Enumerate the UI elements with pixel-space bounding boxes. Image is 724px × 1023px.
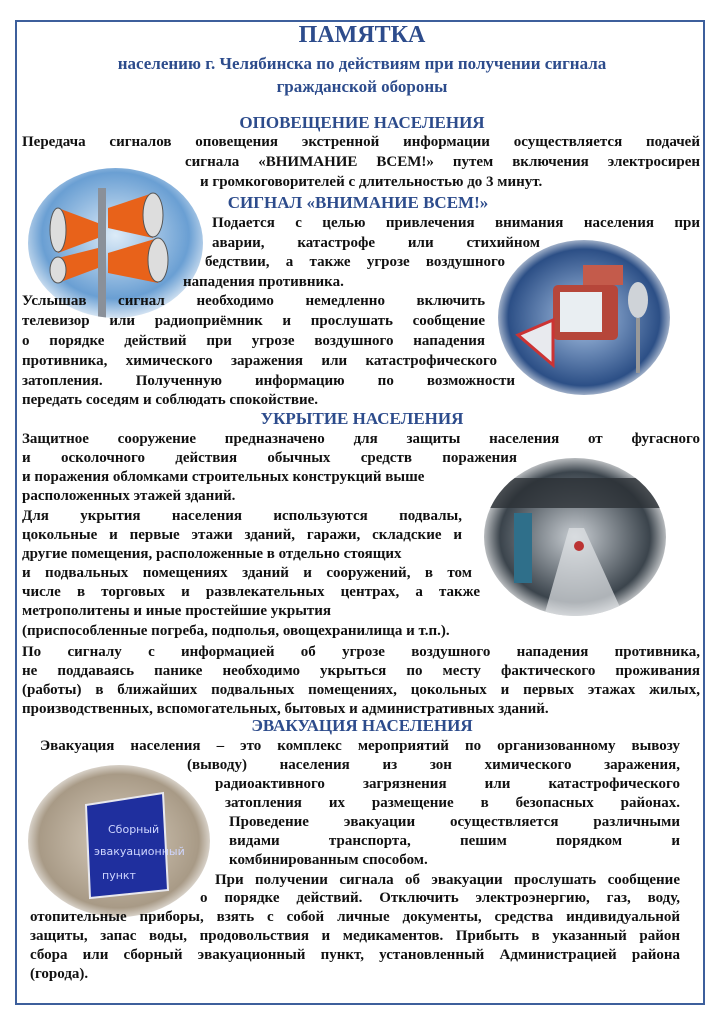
- section-heading-notification: ОПОВЕЩЕНИЕ НАСЕЛЕНИЯ: [239, 113, 485, 132]
- text-line: и поражения обломками строительных конструкций выше: [22, 469, 425, 485]
- text-line: цокольные и первые этажи зданий, гаражи, складские и: [22, 527, 462, 543]
- text-line: (города).: [30, 966, 89, 982]
- section-heading-signal: СИГНАЛ «ВНИМАНИЕ ВСЕМ!»: [227, 193, 489, 212]
- text-line: числе в торговых и развлекательных центрах, а также: [22, 584, 480, 600]
- text-line: При получении сигнала об эвакуации прослушать сообщение: [215, 872, 680, 888]
- text-line: передать соседям и соблюдать спокойствие.: [22, 392, 318, 408]
- text-line: аварии, катастрофе или стихийном: [212, 235, 540, 251]
- text-line: видами транспорта, пешим порядком и: [229, 833, 680, 849]
- text-line: сбора или сборный эвакуационный пункт, установленный Администрацией района: [30, 947, 680, 963]
- section-heading-evacuation: ЭВАКУАЦИЯ НАСЕЛЕНИЯ: [251, 716, 473, 735]
- text-line: затопления. Полученную информацию по возможности: [22, 373, 515, 389]
- sign-text: эвакуационный: [94, 845, 185, 858]
- text-line: другие помещения, расположенные в отдельно стоящих: [22, 546, 402, 562]
- text-line: Эвакуация населения – это комплекс мероприятий по организованному вывозу: [40, 738, 680, 754]
- text-line: и подвальных помещениях зданий и сооружений, в том: [22, 565, 472, 581]
- text-line: и громкоговорителей с длительностью до 3 минут.: [200, 174, 543, 190]
- text-line: телевизор или радиоприёмник и прослушать сообщение: [22, 313, 485, 329]
- text-line: Проведение эвакуации осуществляется различными: [229, 814, 680, 830]
- text-line: производственных, вспомогательных, бытовых и административных зданий.: [22, 701, 549, 717]
- section-heading-shelter: УКРЫТИЕ НАСЕЛЕНИЯ: [260, 409, 464, 428]
- text-line: сигнала «ВНИМАНИЕ ВСЕМ!» путем включения электросирен: [185, 154, 700, 170]
- text-line: Передача сигналов оповещения экстренной информации осуществляется подачей: [22, 134, 700, 150]
- text-line: бедствии, а также угрозе воздушного: [205, 254, 505, 270]
- text-line: защиты, запас воды, продовольствия и медикаментов. Прибыть в указанный район: [30, 928, 680, 944]
- text-line: затопления их размещение в безопасных районах.: [225, 795, 680, 811]
- text-line: метрополитены и иные простейшие укрытия: [22, 603, 332, 619]
- text-line: и осколочного действия обычных средств поражения: [22, 450, 517, 466]
- text-line: (работы) в ближайших подвальных помещениях, цокольных и первых этажах жилых,: [22, 682, 700, 698]
- text-line: Услышав сигнал необходимо немедленно включить: [22, 293, 485, 309]
- underground-parking-image: [484, 458, 666, 616]
- text-line: расположенных этажей зданий.: [22, 488, 236, 504]
- text-line: (приспособленные погреба, подполья, овощехранилища и т.п.).: [22, 623, 450, 639]
- sign-text: Сборный: [108, 823, 160, 836]
- text-line: отопительные приборы, взять с собой личные документы, средства индивидуальной: [30, 909, 680, 925]
- tv-radio-megaphone-image: [498, 240, 670, 395]
- text-line: не поддаваясь панике необходимо укрыться по месту фактического проживания: [22, 663, 700, 679]
- text-line: Подается с целью привлечения внимания населения при: [212, 215, 700, 231]
- text-line: противника, химического заражения или катастрофического: [22, 353, 497, 369]
- page-subtitle-line: гражданской обороны: [276, 77, 448, 96]
- text-line: радиоактивного загрязнения или катастрофического: [215, 776, 680, 792]
- text-line: нападения противника.: [183, 274, 344, 290]
- text-line: Защитное сооружение предназначено для защиты населения от фугасного: [22, 431, 700, 447]
- sign-text: пункт: [102, 869, 136, 882]
- text-line: о порядке действий. Отключить электроэнергию, газ, воду,: [200, 890, 680, 906]
- text-line: о порядке действий при угрозе воздушного нападения: [22, 333, 485, 349]
- text-line: Для укрытия населения используются подвалы,: [22, 508, 462, 524]
- text-line: По сигналу с информацией об угрозе воздушного нападения противника,: [22, 644, 700, 660]
- evacuation-point-sign-image: [28, 765, 210, 917]
- text-line: комбинированным способом.: [229, 852, 428, 868]
- page-subtitle-line: населению г. Челябинска по действиям при получении сигнала: [117, 54, 607, 73]
- page-title: ПАМЯТКА: [298, 22, 426, 48]
- text-line: (выводу) населения из зон химического заражения,: [187, 757, 680, 773]
